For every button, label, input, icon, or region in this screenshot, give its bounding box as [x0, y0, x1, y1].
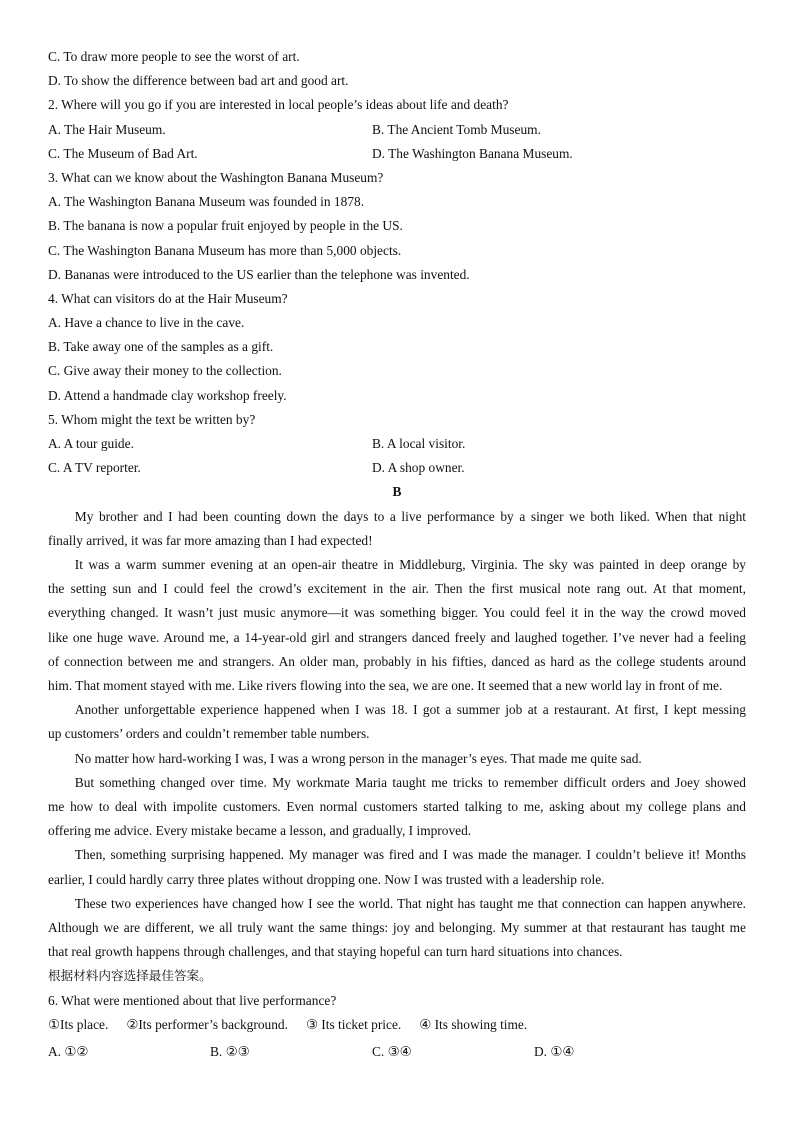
- passage-line: offering me advice. Every mistake became a lesson, and gradually, I improved.: [48, 823, 472, 839]
- q5-option-c: C. A TV reporter.: [48, 460, 141, 476]
- passage-line: me how to deal with impolite customers. Even normal customers started talking to me, asking about my college plans and: [48, 799, 746, 814]
- q2-option-b: B. The Ancient Tomb Museum.: [372, 121, 541, 137]
- q2-options-row-2: [48, 142, 746, 166]
- q6-statement-4: ④ Its showing time.: [419, 1016, 528, 1032]
- passage-paragraph: [48, 843, 746, 891]
- passage-line: him. That moment stayed with me. Like rivers flowing into the sea, we are one. It seemed that a new world lay in front of me.: [48, 677, 723, 693]
- q5-option-b: B. A local visitor.: [372, 436, 466, 451]
- passage-line: No matter how hard-working I was, I was a wrong person in the manager’s eyes. That made me quite sad.: [74, 750, 642, 766]
- q5-option-d: D. A shop owner.: [372, 460, 465, 476]
- q2-option-a: A. The Hair Museum.: [48, 121, 166, 137]
- passage-paragraph: [48, 892, 746, 965]
- q3-stem: 3. What can we know about the Washington Banana Museum?: [48, 169, 384, 185]
- q6-statement-3: ③ Its ticket price.: [305, 1016, 402, 1032]
- q5-option-a: A. A tour guide.: [48, 436, 134, 451]
- q4-option-a: A. Have a chance to live in the cave.: [48, 315, 245, 331]
- q4-option-d: D. Attend a handmade clay workshop freely.: [48, 387, 287, 403]
- instruction-text: 根据材料内容选择最佳答案。: [48, 968, 212, 984]
- passage-paragraph: [48, 505, 746, 553]
- q3-option-a: A. The Washington Banana Museum was founded in 1878.: [48, 194, 365, 210]
- passage-paragraph: [48, 747, 746, 771]
- q3-option-b: B. The banana is now a popular fruit enjoyed by people in the US.: [48, 218, 403, 234]
- passage-paragraph: [48, 553, 746, 698]
- section-b-heading: B: [392, 484, 402, 500]
- q6-option-d: D. ①④: [534, 1043, 575, 1059]
- q5-stem: 5. Whom might the text be written by?: [48, 411, 256, 427]
- passage-line: Then, something surprising happened. My manager was fired and I was made the manager. I couldn’t believe it! Months: [74, 847, 746, 863]
- q5-options-row-2: [48, 456, 746, 480]
- passage-line: Although we are different, we all truly want the same things: joy and belonging. My summer at that restaurant has taught me: [48, 920, 746, 936]
- q2-option-d: D. The Washington Banana Museum.: [372, 145, 573, 161]
- passage-line: It was a warm summer evening at an open-air theatre in Middleburg, Virginia. The sky was painted in deep orange by: [74, 556, 746, 572]
- q1-option-d: D. To show the difference between bad art and good art.: [48, 73, 349, 89]
- q6-statement-1: ①Its place.: [48, 1016, 109, 1032]
- passage-line: finally arrived, it was far more amazing than I had expected!: [48, 532, 373, 548]
- q6-option-b: B. ②③: [210, 1043, 250, 1059]
- passage-paragraph: [48, 771, 746, 844]
- q6-option-c: C. ③④: [372, 1043, 412, 1059]
- passage-line: everything changed. It wasn’t just music anymore—it was something bigger. You could feel it in the way the crowd moved: [48, 605, 746, 621]
- q6-options-row: [48, 1040, 746, 1064]
- exam-page: [48, 45, 746, 1064]
- passage-line: up customers’ orders and couldn’t remember table numbers.: [48, 726, 370, 742]
- passage-line: like one huge wave. Around me, a 14-year-old girl and strangers danced freely and laughed together. I’ve never had a feeling: [48, 629, 746, 645]
- q4-stem: 4. What can visitors do at the Hair Museum?: [48, 290, 288, 306]
- q6-statement-2: ②Its performer’s background.: [126, 1016, 288, 1032]
- q5-options-row-1: [48, 432, 746, 456]
- q6-stem: 6. What were mentioned about that live performance?: [48, 992, 337, 1008]
- passage-line: of connection between me and strangers. An older man, probably in his fifties, danced as hard as the college students around: [48, 653, 746, 669]
- q1-option-c: C. To draw more people to see the worst of art.: [48, 49, 300, 64]
- q4-option-c: C. Give away their money to the collection.: [48, 363, 282, 379]
- q2-stem: 2. Where will you go if you are interested in local people’s ideas about life and death?: [48, 97, 509, 113]
- passage-line: But something changed over time. My workmate Maria taught me tricks to remember difficult orders and Joey showed: [74, 774, 746, 790]
- q2-options-row-1: [48, 118, 746, 142]
- q3-option-c: C. The Washington Banana Museum has more than 5,000 objects.: [48, 242, 402, 258]
- passage-line: earlier, I could hardly carry three plates without dropping one. Now I was trusted with a leadership role.: [48, 871, 605, 887]
- passage-b: [48, 505, 746, 965]
- q6-statement-list: [48, 1013, 746, 1037]
- q2-option-c: C. The Museum of Bad Art.: [48, 145, 198, 161]
- passage-line: Another unforgettable experience happened when I was 18. I got a summer job at a restaurant. At first, I kept messing: [74, 702, 746, 718]
- q3-option-d: D. Bananas were introduced to the US earlier than the telephone was invented.: [48, 266, 470, 282]
- passage-line: the setting sun and I could feel the crowd’s excitement in the air. Then the first musical note rang out. At that moment,: [48, 581, 746, 597]
- passage-line: that real growth happens through challenges, and that staying hopeful can turn hard situations into chances.: [48, 944, 623, 960]
- q4-option-b: B. Take away one of the samples as a gift.: [48, 339, 274, 355]
- passage-line: My brother and I had been counting down the days to a live performance by a singer we both liked. When that night: [74, 508, 746, 524]
- passage-line: These two experiences have changed how I see the world. That night has taught me that connection can happen anywhere.: [74, 895, 746, 911]
- q6-option-a: A. ①②: [48, 1043, 89, 1059]
- passage-paragraph: [48, 698, 746, 746]
